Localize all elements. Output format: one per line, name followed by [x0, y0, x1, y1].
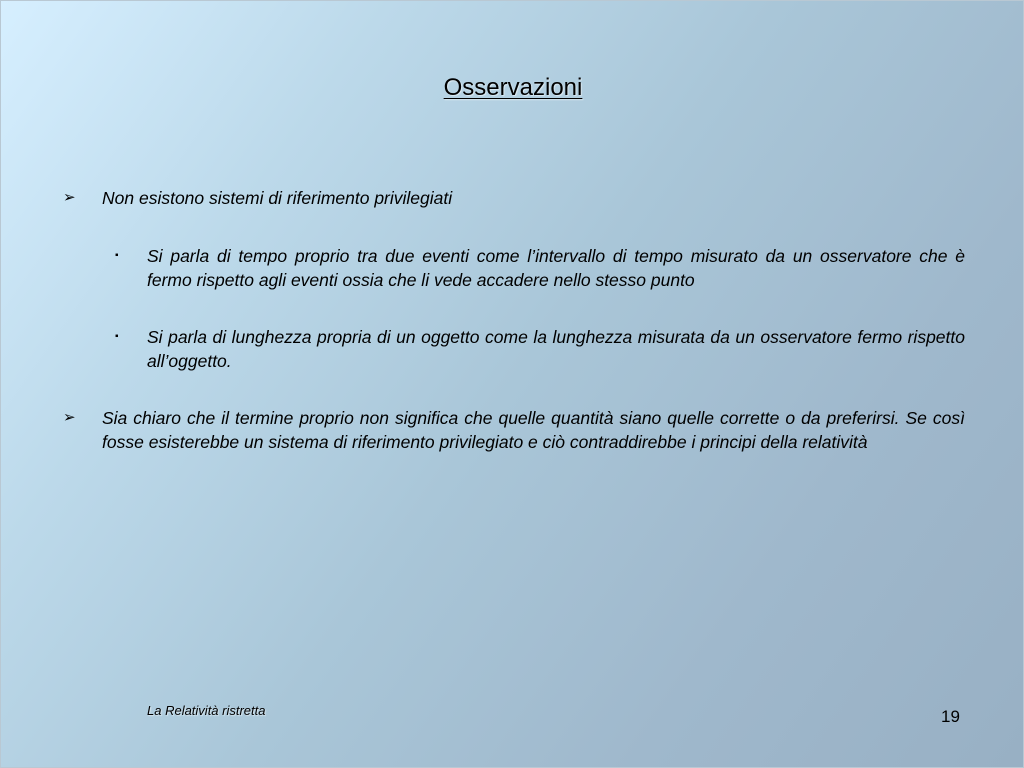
sub-bullet-item: [115, 244, 965, 292]
sub-bullet-text: Si parla di lunghezza propria di un oggetto come la lunghezza misurata da un osservatore fermo rispetto all’oggetto.: [147, 327, 965, 371]
bullet-item: [63, 186, 965, 210]
sub-bullet-text: Si parla di tempo proprio tra due eventi come l’intervallo di tempo misurato da un osservatore che è fermo rispetto agli eventi ossia che li vede accadere nello stesso punto: [147, 246, 965, 290]
page-number: 19: [941, 707, 960, 726]
square-bullet-icon: ▪: [115, 331, 119, 342]
bullet-text: Sia chiaro che il termine proprio non significa che quelle quantità siano quelle corrette o da preferirsi. Se così fosse esisterebbe un sistema di riferimento privilegiato e ciò contraddirebbe i principi della relatività: [102, 408, 965, 452]
bullet-text: Non esistono sistemi di riferimento privilegiati: [102, 188, 453, 208]
arrow-bullet-icon: ➢: [63, 189, 76, 206]
slide-title: Osservazioni: [443, 74, 583, 101]
arrow-bullet-icon: ➢: [63, 409, 76, 426]
slide-footer: La Relatività ristretta: [147, 703, 266, 718]
square-bullet-icon: ▪: [115, 250, 119, 261]
bullet-item: [63, 406, 965, 454]
sub-bullet-item: [115, 325, 965, 373]
